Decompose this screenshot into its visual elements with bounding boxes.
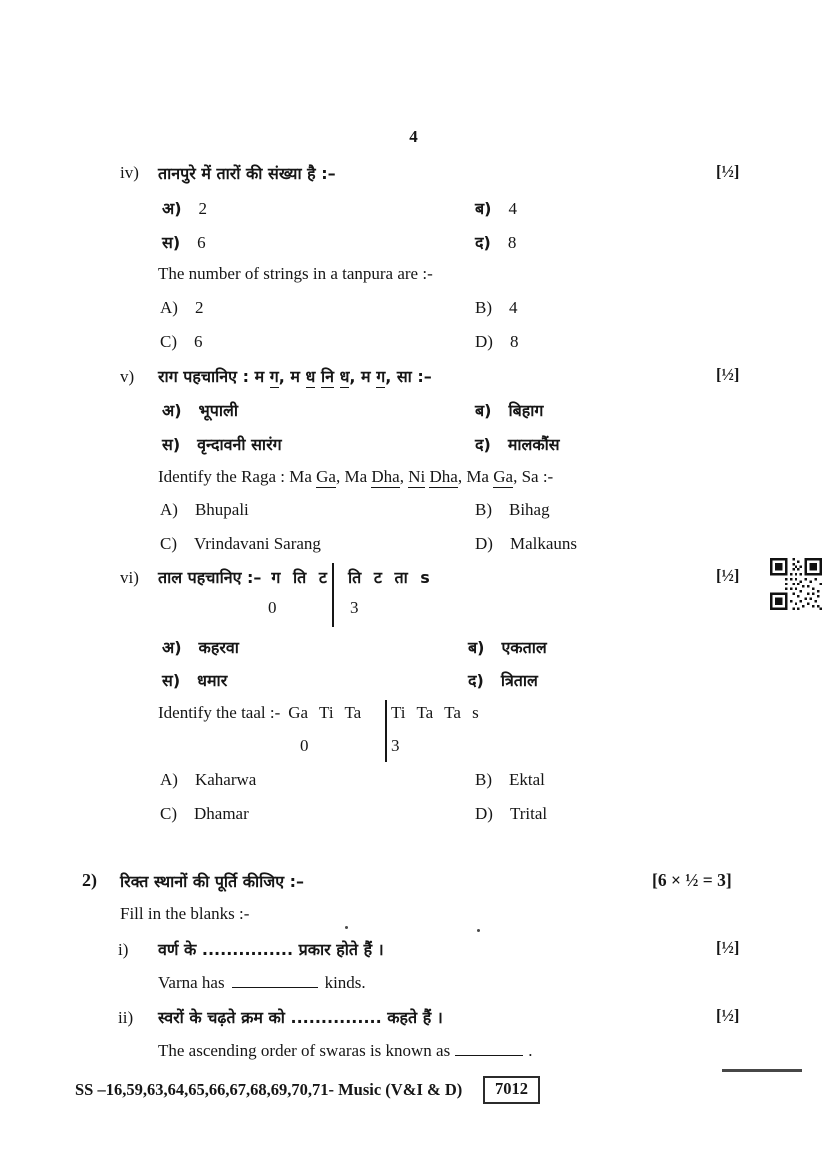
- taal-count-three: 3: [350, 598, 359, 617]
- option-label: D): [475, 332, 493, 351]
- question-text-english: [158, 703, 361, 723]
- option-text: Bihag: [509, 500, 550, 519]
- option-label: D): [475, 804, 493, 823]
- option-label: स): [162, 233, 181, 252]
- option-label: ब): [475, 401, 492, 420]
- option-label: D): [475, 534, 493, 553]
- text-segment: Ga: [316, 467, 336, 486]
- option: [160, 332, 203, 352]
- text-segment: Dha: [429, 467, 458, 486]
- option-text: 6: [194, 332, 203, 351]
- option-label: अ): [162, 199, 182, 218]
- text-segment: , म: [349, 367, 377, 386]
- text-segment: राग पहचानिए : म: [158, 367, 270, 386]
- option-label: A): [160, 298, 178, 317]
- option: [162, 636, 239, 658]
- text-segment: , म: [278, 367, 306, 386]
- blank-text-after: kinds.: [324, 973, 366, 992]
- question-text-hindi: तानपुरे में तारों की संख्या है :–: [158, 164, 336, 183]
- page-number: 4: [409, 127, 418, 146]
- text-segment: Ga: [493, 467, 514, 486]
- footer-code: SS –16,59,63,64,65,66,67,68,69,70,71- Music (V&I & D): [75, 1080, 463, 1099]
- question-number: iv): [120, 163, 139, 182]
- marks-badge: [½]: [716, 1006, 740, 1025]
- text-segment: , Sa :-: [513, 467, 554, 486]
- option: [468, 636, 547, 658]
- sub-question-hindi: स्वरों के चढ़ते क्रम को ............... कहते हैं ।: [158, 1008, 443, 1027]
- option: [475, 298, 518, 318]
- text-segment: , Ma: [457, 467, 494, 486]
- option-text: Kaharwa: [194, 770, 257, 789]
- option: [160, 804, 249, 824]
- sub-question-english: [158, 1040, 532, 1061]
- text-segment: ध: [339, 367, 350, 386]
- scan-artifact-line: [722, 1069, 802, 1072]
- sub-question-english: [158, 972, 366, 993]
- scan-artifact-dot: [345, 926, 348, 929]
- option: [162, 197, 207, 219]
- taal-question-prefix: Identify the taal :-: [158, 703, 281, 722]
- option-label: C): [160, 804, 177, 823]
- question-number: vi): [120, 568, 139, 587]
- option-text: 4: [509, 298, 518, 317]
- option-label: स): [162, 435, 181, 454]
- option: [162, 399, 238, 421]
- option: [162, 231, 206, 253]
- option-text: भूपाली: [198, 401, 239, 420]
- option-text: Ektal: [509, 770, 545, 789]
- option-label: अ): [162, 638, 182, 657]
- option: [475, 231, 516, 253]
- option-label: B): [475, 298, 492, 317]
- option-label: A): [160, 500, 178, 519]
- text-segment: ग: [376, 367, 386, 386]
- question-text-english: Fill in the blanks :-: [120, 904, 250, 923]
- paper-number: 7012: [495, 1079, 528, 1098]
- option-text: 8: [507, 233, 517, 252]
- option-label: ब): [468, 638, 485, 657]
- option: [162, 433, 282, 455]
- option: [160, 534, 321, 554]
- option-label: B): [475, 500, 492, 519]
- text-segment: ,: [399, 467, 409, 486]
- text-segment: Ni: [408, 467, 426, 486]
- option-text: मालकौंस: [507, 435, 560, 454]
- option: [475, 534, 577, 554]
- option-label: A): [160, 770, 178, 789]
- option-label: C): [160, 332, 177, 351]
- text-segment: , Ma: [335, 467, 372, 486]
- blank-text-after: .: [528, 1041, 533, 1060]
- option-text: 2: [194, 298, 204, 317]
- option-text: Malkauns: [509, 534, 577, 553]
- text-segment: ध: [305, 367, 316, 386]
- option: [475, 804, 547, 824]
- qr-code-icon: [770, 558, 822, 610]
- question-text-hindi: रिक्त स्थानों की पूर्ति कीजिए :–: [120, 872, 305, 891]
- option-label: अ): [162, 401, 182, 420]
- question-text-english: The number of strings in a tanpura are :-: [158, 264, 433, 283]
- taal-notation-right: Ti Ta Ta s: [391, 703, 479, 722]
- option-text: 6: [197, 233, 206, 252]
- option: [162, 669, 227, 691]
- text-segment: ग: [269, 367, 279, 386]
- marks-badge: [½]: [716, 162, 740, 181]
- paper-number-box: [483, 1076, 540, 1104]
- option-text: 2: [198, 199, 208, 218]
- option-label: C): [160, 534, 177, 553]
- option: [475, 770, 545, 790]
- qr-code: [770, 558, 822, 615]
- taal-bar: [385, 700, 387, 762]
- option-text: Bhupali: [194, 500, 249, 519]
- taal-notation-right: ति ट ता s: [348, 568, 430, 587]
- text-segment: , सा :–: [385, 367, 432, 386]
- taal-question-prefix: ताल पहचानिए :–: [158, 568, 262, 587]
- option-text: Trital: [509, 804, 548, 823]
- blank-line: [232, 972, 318, 988]
- sub-question-number: ii): [118, 1008, 134, 1027]
- option: [475, 197, 517, 219]
- sub-question-number: i): [118, 940, 129, 959]
- taal-count-three: 3: [391, 736, 400, 755]
- option-text: त्रिताल: [500, 671, 538, 690]
- question-text-hindi: [158, 365, 432, 387]
- option-text: एकताल: [501, 638, 547, 657]
- option-text: बिहाग: [508, 401, 544, 420]
- question-text-hindi: [158, 566, 327, 588]
- question-number: v): [120, 367, 135, 386]
- taal-notation-left: ग ति ट: [271, 568, 327, 587]
- blank-text-before: The ascending order of swaras is known as: [158, 1041, 451, 1060]
- option-text: Vrindavani Sarang: [194, 534, 321, 553]
- text-segment: [334, 367, 340, 386]
- text-segment: नि: [320, 367, 334, 386]
- option: [468, 669, 538, 691]
- blank-text-before: Varna has: [158, 973, 225, 992]
- marks-badge: [6 × ½ = 3]: [652, 870, 732, 890]
- option: [160, 500, 249, 520]
- marks-badge: [½]: [716, 566, 740, 585]
- marks-badge: [½]: [716, 938, 740, 957]
- question-number: 2): [82, 870, 97, 890]
- option: [475, 332, 518, 352]
- option-label: द): [468, 671, 484, 690]
- option-text: Dhamar: [194, 804, 249, 823]
- option: [475, 500, 550, 520]
- question-text-english: [158, 467, 553, 487]
- text-segment: Dha: [371, 467, 400, 486]
- taal-count-zero: 0: [300, 736, 309, 755]
- option-label: द): [475, 435, 491, 454]
- taal-notation-left: Ga Ti Ta: [288, 703, 362, 722]
- option: [160, 298, 203, 318]
- option-text: धमार: [197, 671, 228, 690]
- option-label: ब): [475, 199, 492, 218]
- option-text: कहरवा: [198, 638, 239, 657]
- taal-count-zero: 0: [268, 598, 277, 617]
- blank-line: [455, 1040, 523, 1056]
- text-segment: Identify the Raga : Ma: [158, 467, 317, 486]
- option-label: B): [475, 770, 492, 789]
- option-text: 8: [509, 332, 519, 351]
- marks-badge: [½]: [716, 365, 740, 384]
- scan-artifact-dot: [477, 929, 480, 932]
- taal-bar: [332, 563, 334, 627]
- sub-question-hindi: वर्ण के ............... प्रकार होते हैं ।: [158, 940, 384, 959]
- option-text: 4: [508, 199, 517, 218]
- option: [475, 433, 560, 455]
- option-text: वृन्दावनी सारंग: [197, 435, 282, 454]
- option-label: स): [162, 671, 181, 690]
- option-label: द): [475, 233, 491, 252]
- option: [160, 770, 256, 790]
- option: [475, 399, 543, 421]
